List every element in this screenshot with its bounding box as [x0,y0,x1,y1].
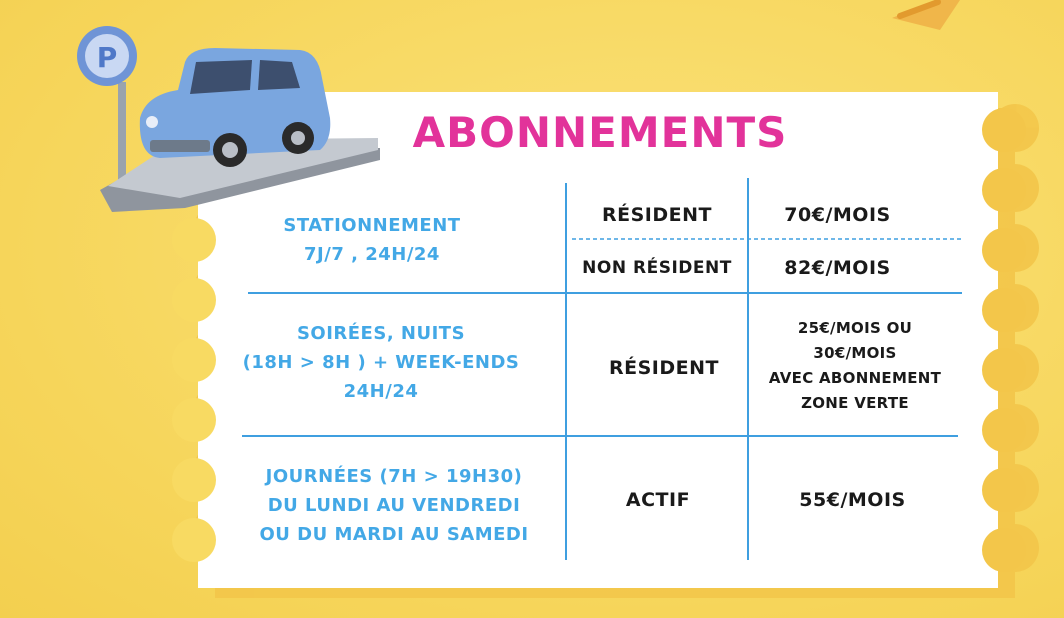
arrow-icon [892,0,960,30]
row-2-type: RÉSIDENT [609,356,719,379]
row-3-label-line-2: DU LUNDI AU VENDREDI [267,494,521,516]
row-1-price-1: 70€/MOIS [784,204,891,226]
row-3-label-line-3: OU DU MARDI AU SAMEDI [259,523,529,545]
row-1-label [248,195,496,285]
row-2-price-line-1: 25€/MOIS OU [797,318,913,337]
row-2-label-line-3: 24H/24 [343,381,419,402]
row-1-type-2: NON RÉSIDENT [582,258,732,278]
row-2-label [240,305,522,420]
row-2-price-line-4: ZONE VERTE [801,393,909,412]
row-2-label-line-2: (18H > 8H ) + WEEK-ENDS [242,352,520,373]
row-1-type-1: RÉSIDENT [602,204,712,226]
parking-sign-icon [77,26,137,192]
row-1-label-line-1: STATIONNEMENT [283,215,461,236]
row-2-price-line-2: 30€/MOIS [813,343,897,362]
row-2-price-line-3: AVEC ABONNEMENT [768,368,942,387]
row-3-type: ACTIF [625,489,691,511]
page-title: ABONNEMENTS [412,108,788,157]
row-1-label-line-2: 7J/7 , 24H/24 [304,244,440,265]
row-3-price: 55€/MOIS [799,489,906,511]
row-3-label-line-1: JOURNÉES (7H > 19H30) [265,465,523,487]
row-1-price-2: 82€/MOIS [784,257,891,279]
parking-sign-letter: P [96,41,118,74]
row-3-label [242,455,546,555]
row-2-label-line-1: SOIRÉES, NUITS [296,323,466,344]
car-icon [140,48,330,167]
row-2-price [750,308,960,423]
